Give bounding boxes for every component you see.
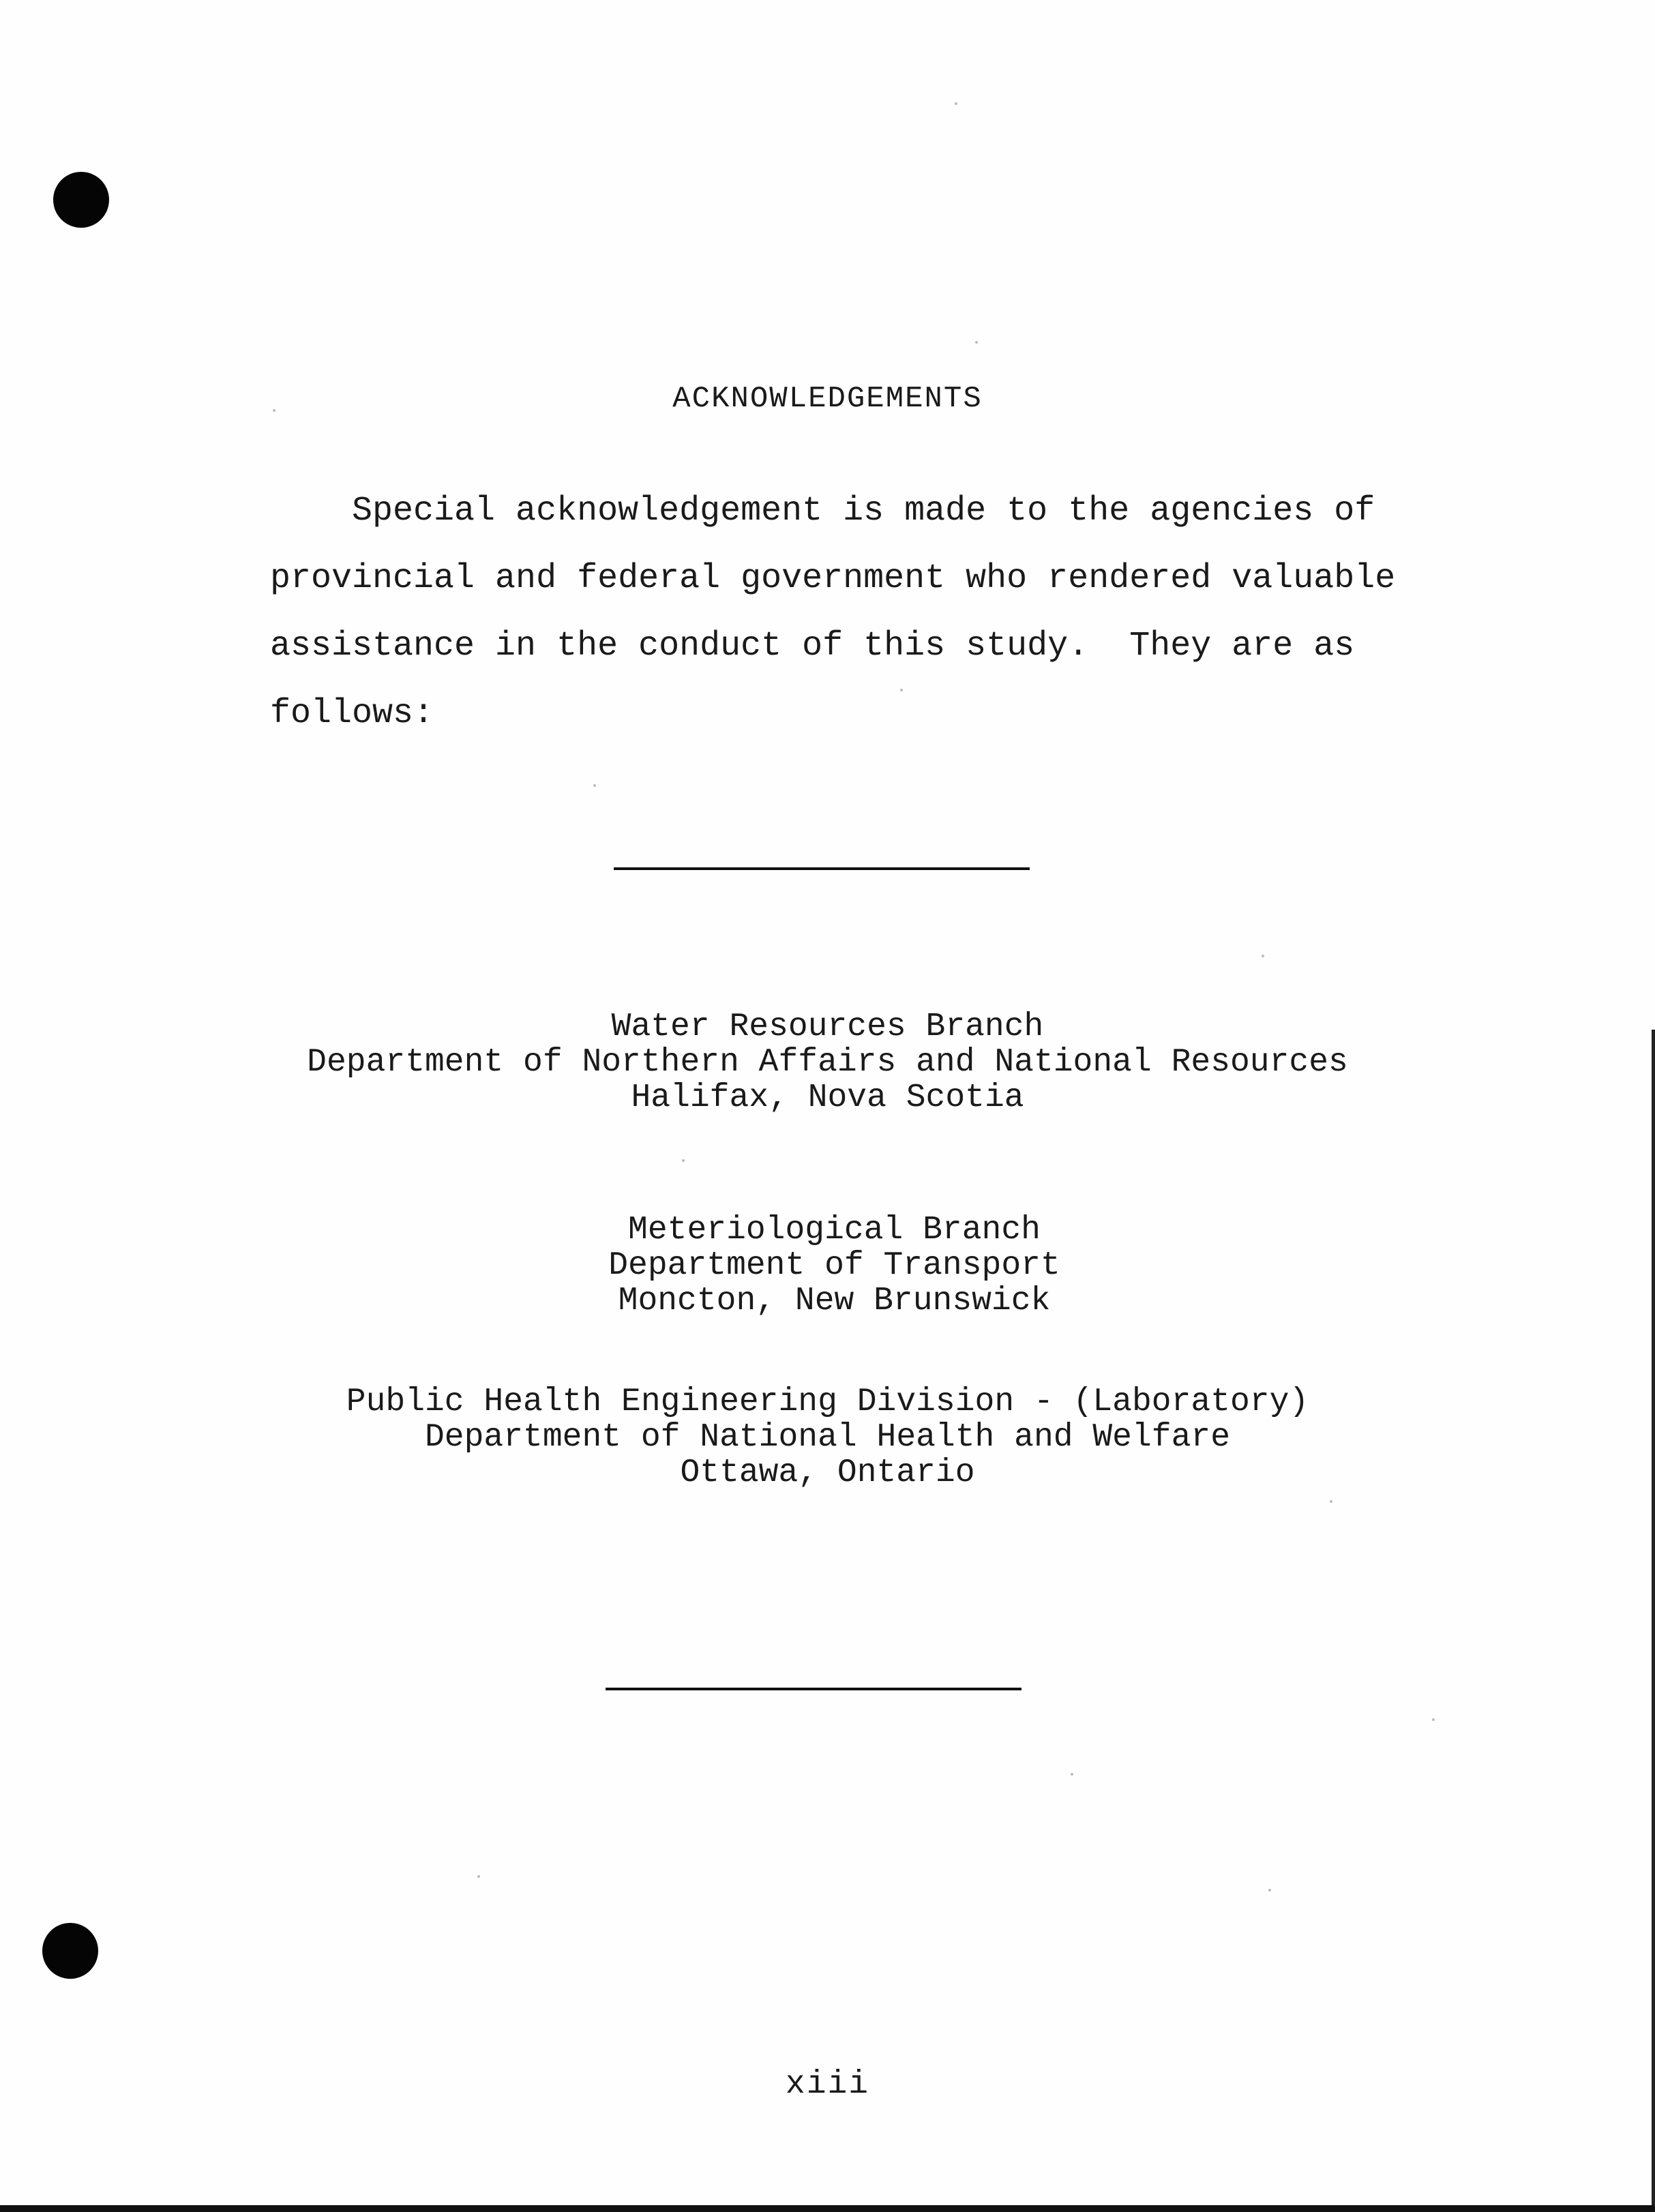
agency-department: Department of Transport xyxy=(608,1247,1060,1284)
scan-edge-right xyxy=(1652,1030,1655,2212)
scan-speck xyxy=(1268,1889,1271,1892)
intro-line: follows: xyxy=(270,694,434,733)
agency-location: Ottawa, Ontario xyxy=(680,1454,975,1491)
scan-speck xyxy=(900,689,903,691)
scan-speck xyxy=(1071,1773,1073,1776)
agency-name: Public Health Engineering Division - (Laboratory) xyxy=(346,1384,1309,1420)
agency-name: Water Resources Branch xyxy=(611,1008,1044,1045)
intro-line: assistance in the conduct of this study. They are as xyxy=(270,627,1355,666)
scan-speck xyxy=(273,409,275,412)
page-number: xiii xyxy=(785,2066,870,2103)
intro-line: Special acknowledgement is made to the agencies of xyxy=(270,492,1375,530)
punch-hole-bottom xyxy=(42,1923,98,1979)
scan-speck xyxy=(593,784,596,787)
scan-speck xyxy=(682,1159,685,1162)
intro-line: provincial and federal government who rendered valuable xyxy=(270,559,1396,598)
agency-block xyxy=(0,1384,1655,1491)
page-title: ACKNOWLEDGEMENTS xyxy=(672,382,983,416)
agency-name: Meteriological Branch xyxy=(628,1212,1041,1249)
agency-department: Department of National Health and Welfare xyxy=(425,1419,1230,1456)
divider-bottom xyxy=(606,1688,1022,1690)
agency-block xyxy=(0,1009,1655,1116)
scan-speck xyxy=(477,1875,480,1878)
scan-speck xyxy=(1330,1500,1332,1503)
agency-block xyxy=(7,1212,1655,1319)
divider-top xyxy=(614,867,1030,870)
scan-edge-bottom xyxy=(0,2205,1655,2212)
scan-speck xyxy=(1432,1718,1435,1721)
intro-paragraph xyxy=(270,477,1416,747)
scan-speck xyxy=(955,102,957,105)
agency-location: Halifax, Nova Scotia xyxy=(631,1079,1024,1116)
agency-department: Department of Northern Affairs and National Resources xyxy=(307,1044,1348,1081)
agency-location: Moncton, New Brunswick xyxy=(618,1283,1051,1319)
scan-speck xyxy=(1262,955,1264,957)
scan-speck xyxy=(975,341,978,344)
punch-hole-top xyxy=(53,172,109,228)
